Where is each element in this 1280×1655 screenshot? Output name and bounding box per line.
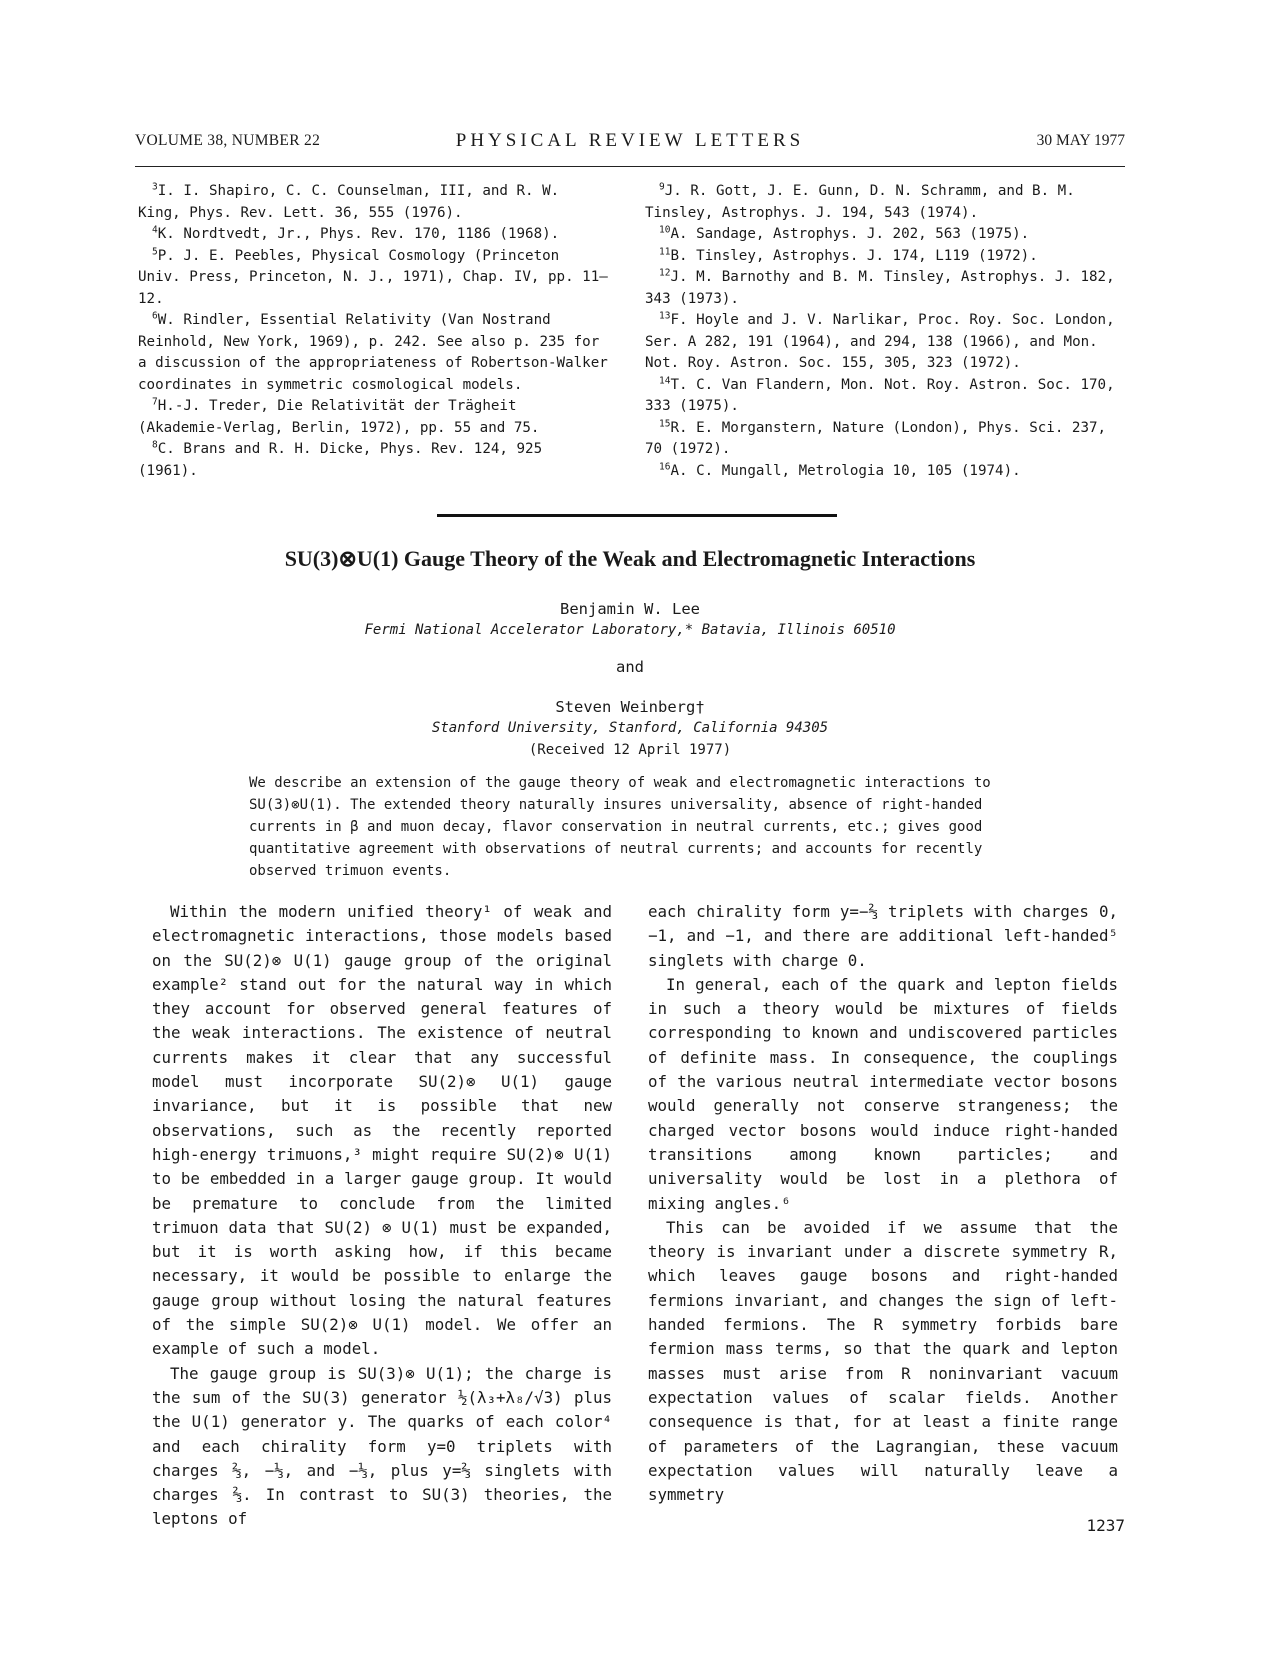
page-number: 1237	[1086, 1516, 1125, 1535]
body-right-column	[648, 900, 1118, 1507]
body-left-column	[152, 900, 612, 1532]
author-affiliation: Stanford University, Stanford, California 94305	[431, 720, 829, 736]
reference-item: $^{11}$B. Tinsley, Astrophys. J. 174, L119 (1972).	[659, 245, 1038, 264]
reference-item: $^4$K. Nordtvedt, Jr., Phys. Rev. 170, 1186 (1968).	[152, 224, 560, 242]
received-date: (Received 12 April 1977)	[528, 742, 732, 758]
reference-item: $^{16}$A. C. Mungall, Metrologia 10, 105 (1974).	[659, 460, 1021, 479]
reference-item: $^{13}$F. Hoyle and J. V. Narlikar, Proc. Roy. Soc. London, Ser. A 282, 191 (1964), and 294, 138 (1966), and Mon. Not. Roy. Astron. Soc. 155, 305, 323 (1972).	[645, 310, 1115, 371]
body-paragraph: each chirality form y=−⅔ triplets with charges 0, −1, and −1, and there are additional left-handed⁵ singlets with charge 0.	[648, 902, 1118, 970]
references-left-column	[138, 181, 608, 482]
reference-item: $^{15}$R. E. Morganstern, Nature (London), Phys. Sci. 237, 70 (1972).	[645, 417, 1107, 457]
reference-item: $^7$H.-J. Treder, Die Relativität der Trägheit (Akademie-Verlag, Berlin, 1972), pp. 55 and 75.	[138, 396, 540, 436]
issue-date: 30 MAY 1977	[1036, 132, 1125, 149]
body-paragraph: This can be avoided if we assume that the theory is invariant under a discrete symmetry R, which leaves gauge bosons and right-handed fermions invariant, and changes the sign of left-handed fermions. The R symmetry forbids bare fermion mass terms, so that the quark and lepton masses must arise from R noninvariant vacuum expectation values of scalar fields. Another consequence is that, for at least a finite range of parameters of the Lagrangian, these vacuum expectation values will naturally leave a symmetry	[648, 1217, 1118, 1505]
abstract: We describe an extension of the gauge theory of weak and electromagnetic interactions to SU(3)⊗U(1). The extended theory naturally insures universality, absence of right-handed currents in β and muon decay, flavor conservation in neutral currents, etc.; gives good quantitative agreement with observations of neutral currents; and accounts for recently observed trimuon events.	[249, 775, 991, 879]
reference-item: $^{14}$T. C. Van Flandern, Mon. Not. Roy. Astron. Soc. 170, 333 (1975).	[645, 374, 1115, 414]
author-affiliation: Fermi National Accelerator Laboratory,* Batavia, Illinois 60510	[364, 622, 896, 638]
article-title: SU(3)⊗U(1) Gauge Theory of the Weak and Electromagnetic Interactions	[284, 546, 976, 571]
author-name: Benjamin W. Lee	[560, 600, 700, 618]
running-header	[135, 130, 1125, 154]
reference-item: $^9$J. R. Gott, J. E. Gunn, D. N. Schramm, and B. M. Tinsley, Astrophys. J. 194, 543 (1974).	[645, 181, 1075, 221]
reference-item: $^6$W. Rindler, Essential Relativity (Van Nostrand Reinhold, New York, 1969), p. 242. See also p. 235 for a discussion of the appropriateness of Robertson-Walker coordinates in symmetric cosmological models.	[138, 310, 608, 393]
author-conjunction: and	[616, 658, 644, 676]
body-paragraph: Within the modern unified theory¹ of weak and electromagnetic interactions, those models based on the SU(2)⊗ U(1) gauge group of the original example² stand out for the natural way in which they account for observed general features of the weak interactions. The existence of neutral currents makes it clear that any successful model must incorporate SU(2)⊗ U(1) gauge invariance, but it is possible that new observations, such as the recently reported high-energy trimuons,³ might require SU(2)⊗ U(1) to be embedded in a larger gauge group. It would be premature to conclude from the limited trimuon data that SU(2) ⊗ U(1) must be expanded, but it is worth asking how, if this became necessary, it would be possible to enlarge the gauge group without losing the natural features of the simple SU(2)⊗ U(1) model. We offer an example of such a model.	[152, 902, 612, 1359]
reference-item: $^{12}$J. M. Barnothy and B. M. Tinsley, Astrophys. J. 182, 343 (1973).	[645, 267, 1115, 307]
article-separator-rule	[437, 514, 837, 517]
body-paragraph: In general, each of the quark and lepton fields in such a theory would be mixtures of fields corresponding to known and undiscovered particles of definite mass. In consequence, the couplings of the various neutral intermediate vector bosons would generally not conserve strangeness; the charged vector bosons would induce right-handed transitions among known particles; and universality would be lost in a plethora of mixing angles.⁶	[648, 974, 1118, 1213]
volume-number: VOLUME 38, NUMBER 22	[135, 132, 321, 149]
header-rule	[135, 166, 1125, 167]
reference-item: $^5$P. J. E. Peebles, Physical Cosmology (Princeton Univ. Press, Princeton, N. J., 1971), Chap. IV, pp. 11–12.	[138, 245, 608, 307]
reference-item: $^{10}$A. Sandage, Astrophys. J. 202, 563 (1975).	[659, 224, 1030, 242]
reference-item: $^8$C. Brans and R. H. Dicke, Phys. Rev. 124, 925 (1961).	[138, 439, 543, 479]
journal-name: PHYSICAL REVIEW LETTERS	[455, 130, 805, 151]
reference-item: $^3$I. I. Shapiro, C. C. Counselman, III, and R. W. King, Phys. Rev. Lett. 36, 555 (1976).	[138, 181, 560, 221]
references-right-column	[645, 181, 1127, 482]
author-name: Steven Weinberg†	[555, 698, 705, 716]
body-paragraph: The gauge group is SU(3)⊗ U(1); the charge is the sum of the SU(3) generator ½(λ₃+λ₈/√3) plus the U(1) generator y. The quarks of each color⁴ and each chirality form y=0 triplets with charges ⅔, −⅓, and −⅓, plus y=⅔ singlets with charges ⅔. In contrast to SU(3) theories, the leptons of	[152, 1363, 612, 1529]
